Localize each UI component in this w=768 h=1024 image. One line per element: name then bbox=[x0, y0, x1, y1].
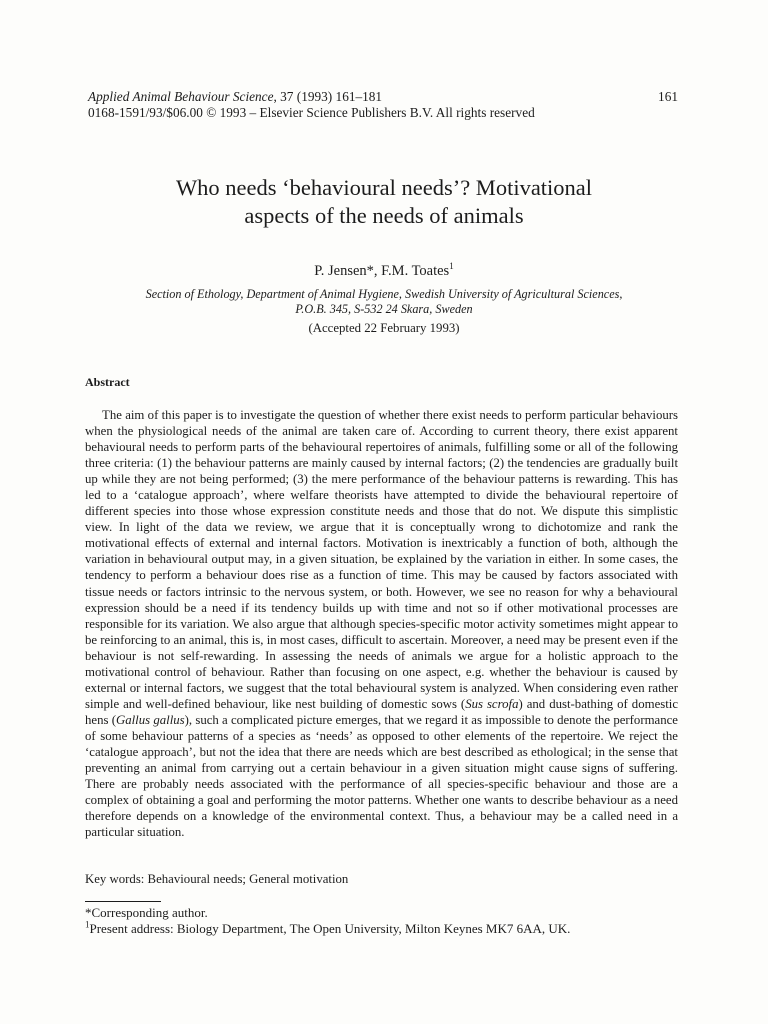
accepted-date: (Accepted 22 February 1993) bbox=[308, 321, 460, 335]
journal-name: Applied Animal Behaviour Science bbox=[88, 89, 274, 104]
journal-volume: , 37 (1993) 161–181 bbox=[273, 89, 383, 104]
page-number: 161 bbox=[658, 89, 678, 104]
journal-citation bbox=[88, 89, 382, 105]
abstract-species-1: Sus scrofa bbox=[465, 696, 519, 711]
affiliation-line-1: Section of Ethology, Department of Animal Hygiene, Swedish University of Agricultural Sciences, bbox=[145, 287, 623, 301]
footnote-corresponding: *Corresponding author. bbox=[85, 905, 208, 920]
copyright-line: 0168-1591/93/$06.00 © 1993 – Elsevier Science Publishers B.V. All rights reserved bbox=[88, 105, 535, 120]
author-list bbox=[0, 263, 768, 280]
title-line-2: aspects of the needs of animals bbox=[244, 203, 524, 228]
footnote-present-mark: 1 bbox=[85, 919, 90, 930]
footnotes bbox=[85, 905, 570, 936]
affiliation bbox=[0, 287, 768, 317]
author-1-mark: * bbox=[366, 263, 374, 279]
author-2: F.M. Toates bbox=[381, 263, 450, 279]
author-1: P. Jensen bbox=[314, 263, 367, 279]
abstract-text-1: The aim of this paper is to investigate the question of whether there exist needs to perform particular behaviours when the physiological needs of the animal are taken care of. According to current theory, there exist apparent behavioural needs to perform parts of the behavioural repertoires of animals, fulfilling some or all of the following three criteria: (1) the behaviour patterns are mainly caused by internal factors; (2) the tendencies are gradually built up while they are not being performed; (3) the mere performance of the behaviour patterns is rewarding. This has led to a ‘catalogue approach’, where welfare theorists have attempted to divide the behavioural repertoire of different species into those whose expression constitute needs and those that do not. We dispute this simplistic view. In light of the data we review, we argue that it is conceptually wrong to dichotomize and rank the motivational effects of external and internal factors. Motivation is inextricably a function of both, although the variation in behavioural output may, in a given situation, be explained by the variation in either. In some cases, the tendency to perform a behaviour does rise as a function of time. This may be caused by factors associated with tissue needs or factors intrinsic to the nervous system, or both. However, we see no reason for why a behavioural expression should be a need if its tendency builds up with time and not so if other motivational processes are responsible for its variation. We also argue that although species-specific motor activity sometimes might appear to be reinforcing to an animal, this is, in most cases, difficult to ascertain. Moreover, a need may be present even if the behaviour is not self-rewarding. In assessing the needs of animals we argue for a holistic approach to the motivational control of behaviour. Rather than focusing on one aspect, e.g. whether the behaviour is caused by external or internal factors, we suggest that the total behavioural system is analyzed. When considering even rather simple and well-defined behaviour, like nest building of domestic sows ( bbox=[85, 408, 678, 711]
abstract-heading: Abstract bbox=[85, 375, 130, 389]
article-title bbox=[60, 174, 708, 230]
title-line-1: Who needs ‘behavioural needs’? Motivational bbox=[175, 175, 593, 200]
journal-citation-line bbox=[88, 89, 678, 105]
abstract-text-2: ) and dust-bathing of domestic hens ( bbox=[85, 696, 679, 727]
journal-header bbox=[88, 89, 678, 121]
footnote-present-address bbox=[85, 921, 570, 937]
footnote-present-text: Present address: Biology Department, The Open University, Milton Keynes MK7 6AA, UK. bbox=[89, 920, 571, 936]
author-2-mark: 1 bbox=[449, 261, 454, 272]
footnote-divider bbox=[85, 901, 161, 902]
abstract-body bbox=[85, 407, 678, 840]
author-separator: , bbox=[373, 263, 382, 279]
affiliation-line-2: P.O.B. 345, S-532 24 Skara, Sweden bbox=[295, 302, 473, 316]
abstract-text-3: ), such a complicated picture emerges, that we regard it as impossible to denote the performance of some behaviour patterns of a species as ‘needs’ as opposed to other elements of the repertoire. We reject the ‘catalogue approach’, but not the idea that there are needs which are best described as ethological; in the sense that preventing an animal from carrying out a certain behaviour in a given situation might cause signs of suffering. There are probably needs associated with the performance of all species-specific behaviour and those are a complex of obtaining a goal and performing the motor patterns. Whether one wants to describe behaviour as a need therefore depends on a knowledge of the environmental context. Thus, a behaviour may be a called need in a particular situation. bbox=[85, 712, 678, 840]
keywords: Key words: Behavioural needs; General motivation bbox=[85, 872, 349, 886]
abstract-species-2: Gallus gallus bbox=[115, 712, 185, 727]
